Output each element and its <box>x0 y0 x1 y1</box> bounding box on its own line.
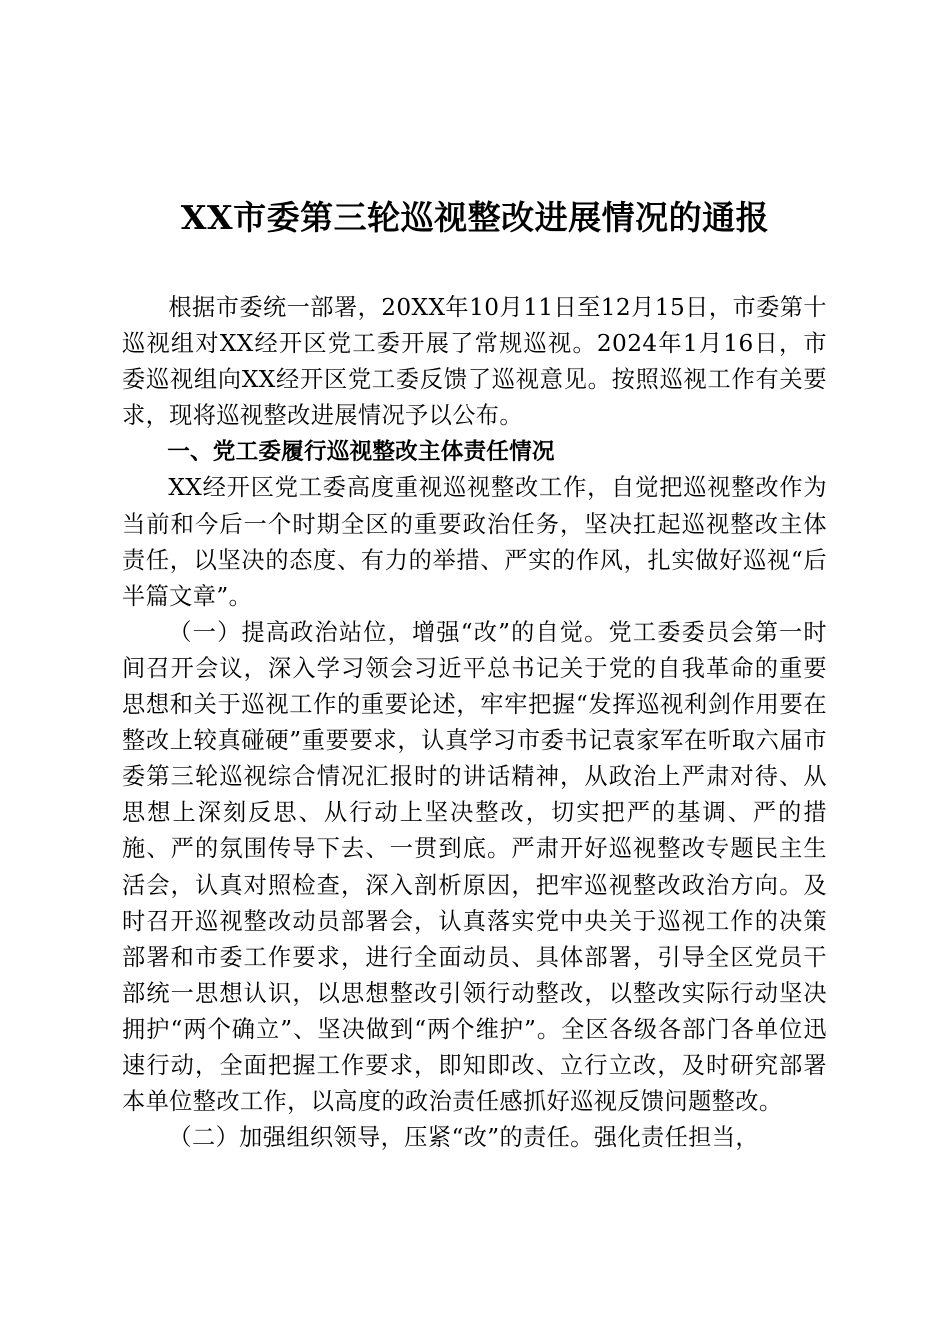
intro-paragraph: 根据市委统一部署，20XX年10月11日至12月15日，市委第十巡视组对XX经开区党工委开展了常规巡视。2024年1月16日，市委巡视组向XX经开区党工委反馈了巡视意见。按照巡视工作有关要求，现将巡视整改进展情况予以公布。 <box>122 294 827 430</box>
document-title: XX市委第三轮巡视整改进展情况的通报 <box>180 198 770 237</box>
document-body <box>122 290 827 1156</box>
section-heading: 一、党工委履行巡视整改主体责任情况 <box>167 439 555 466</box>
subsection-2-paragraph: （二）加强组织领导，压紧“改”的责任。强化责任担当， <box>168 1124 759 1152</box>
subsection-1-paragraph: （一）提高政治站位，增强“改”的自觉。党工委委员会第一时间召开会议，深入学习领会习近平总书记关于党的自我革命的重要思想和关于巡视工作的重要论述，牢牢把握“发挥巡视利剑作用要在整改上较真碰硬”重要要求，认真学习市委书记袁家军在听取六届市委第三轮巡视综合情况汇报时的讲话精神，从政治上严肃对待、从思想上深刻反思、从行动上坚决整改，切实把严的基调、严的措施、严的氛围传导下去、一贯到底。严肃开好巡视整改专题民主生活会，认真对照检查，深入剖析原因，把牢巡视整改政治方向。及时召开巡视整改动员部署会，认真落实党中央关于巡视工作的决策部署和市委工作要求，进行全面动员、具体部署，引导全区党员干部统一思想认识，以思想整改引领行动整改，以整改实际行动坚决拥护“两个确立”、坚决做到“两个维护”。全区各级各部门各单位迅速行动，全面把握工作要求，即知即改、立行立改，及时研究部署本单位整改工作，以高度的政治责任感抓好巡视反馈问题整改。 <box>122 618 827 1116</box>
section-summary-paragraph: XX经开区党工委高度重视巡视整改工作，自觉把巡视整改作为当前和今后一个时期全区的重要政治任务，坚决扛起巡视整改主体责任，以坚决的态度、有力的举措、严实的作风，扎实做好巡视“后半篇文章”。 <box>122 474 827 610</box>
